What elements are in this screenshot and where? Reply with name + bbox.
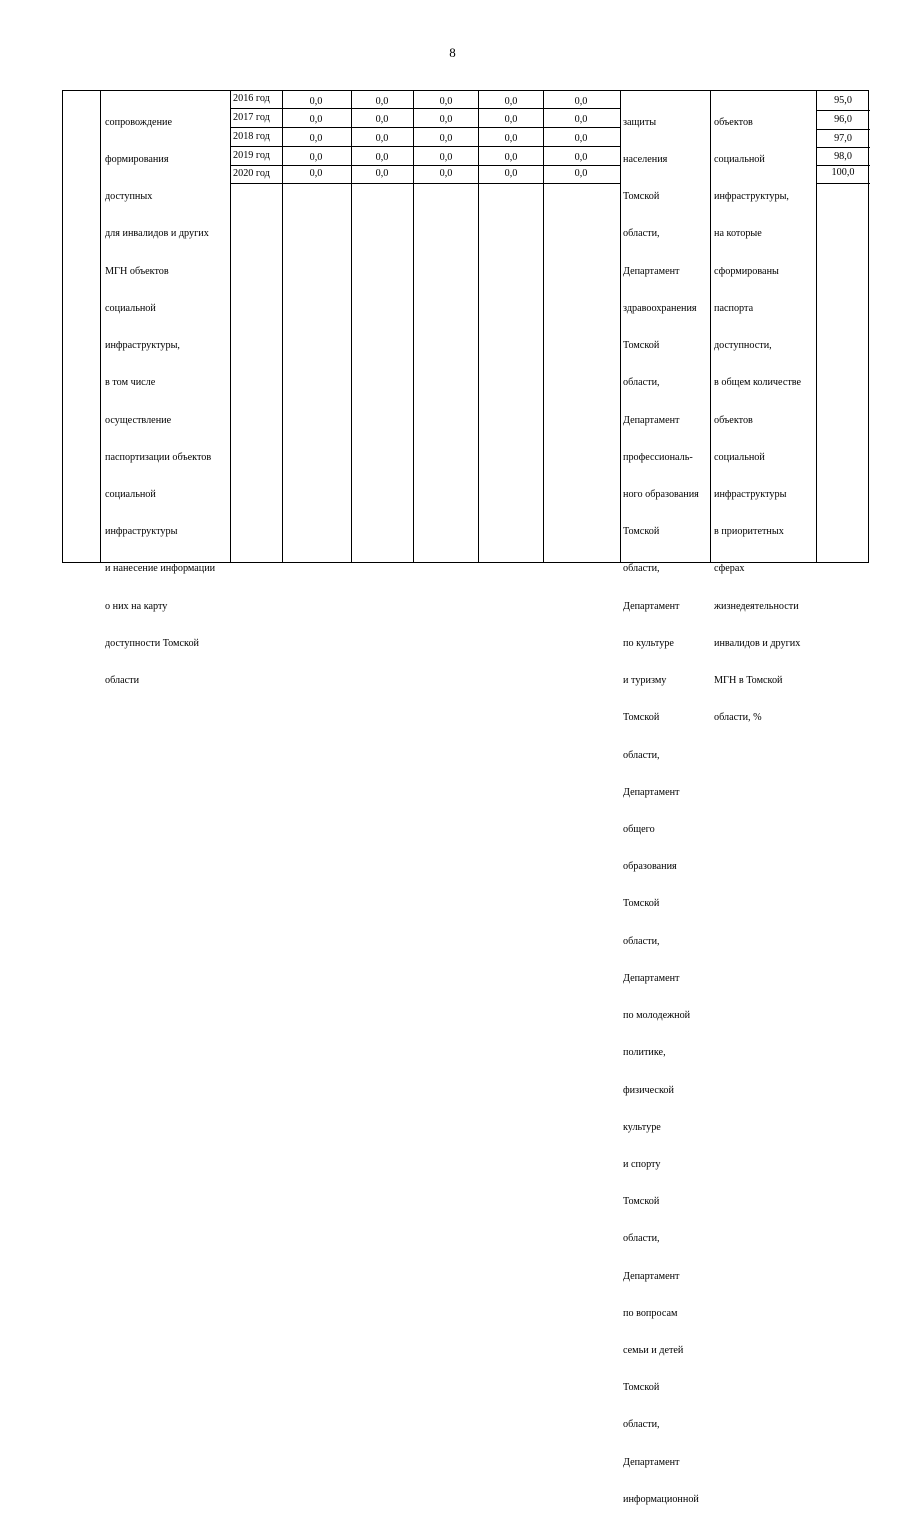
- value-cell: 0,0: [309, 133, 323, 144]
- text-line: сформированы: [714, 265, 779, 277]
- text-line: Департамент: [623, 972, 680, 984]
- measure-description: [105, 92, 215, 712]
- row-border: [816, 129, 870, 130]
- row-border: [816, 183, 870, 184]
- text-line: области,: [623, 749, 660, 761]
- text-line: Департамент: [623, 600, 680, 612]
- text-line: в общем количестве: [714, 377, 802, 389]
- text-line: МГН в Томской: [714, 675, 783, 687]
- text-line: образования: [623, 861, 677, 873]
- indicator-value: 95,0: [834, 95, 852, 106]
- value-cell: 0,0: [309, 114, 323, 125]
- year-label: 2019 год: [233, 150, 270, 161]
- text-line: доступных: [105, 191, 153, 203]
- text-line: объектов: [714, 116, 753, 128]
- text-line: и нанесение информации: [105, 563, 216, 575]
- text-line: и туризму: [623, 675, 667, 687]
- column-border: [413, 91, 414, 562]
- text-line: области,: [623, 563, 660, 575]
- column-border: [230, 91, 231, 562]
- text-line: общего: [623, 823, 655, 835]
- text-line: области,: [623, 1233, 660, 1245]
- text-line: социальной: [105, 302, 156, 314]
- text-line: здравоохранения: [623, 302, 697, 314]
- text-line: политике,: [623, 1047, 666, 1059]
- value-cell: 0,0: [574, 133, 588, 144]
- value-cell: 0,0: [439, 168, 453, 179]
- text-line: инфраструктуры: [714, 489, 787, 500]
- text-line: в приоритетных: [714, 526, 784, 538]
- column-border: [282, 91, 283, 562]
- text-line: ного образования: [623, 489, 699, 500]
- indicator-value: 100,0: [831, 167, 855, 178]
- value-cell: 0,0: [309, 96, 323, 107]
- program-table: [62, 90, 869, 1505]
- indicator-value: 96,0: [834, 114, 852, 125]
- row-border: [816, 147, 870, 148]
- text-line: области,: [623, 1419, 660, 1431]
- text-line: для инвалидов и других: [105, 228, 209, 240]
- value-cell: 0,0: [309, 168, 323, 179]
- value-cell: 0,0: [574, 168, 588, 179]
- value-cell: 0,0: [574, 96, 588, 107]
- text-line: паспорта: [714, 302, 754, 314]
- indicator-value: 97,0: [834, 133, 852, 144]
- text-line: социальной: [714, 154, 765, 166]
- text-line: инфраструктуры,: [714, 191, 789, 203]
- text-line: сферах: [714, 563, 745, 575]
- column-border: [351, 91, 352, 562]
- text-line: Томской: [623, 1382, 660, 1394]
- text-line: объектов: [714, 414, 753, 426]
- text-line: области: [105, 675, 140, 687]
- text-line: и спорту: [623, 1158, 661, 1170]
- row-border: [230, 146, 620, 147]
- text-line: Департамент: [623, 786, 680, 798]
- text-line: МГН объектов: [105, 265, 169, 277]
- text-line: защиты: [623, 116, 657, 128]
- column-border: [543, 91, 544, 562]
- value-cell: 0,0: [375, 168, 389, 179]
- text-line: инфраструктуры,: [105, 340, 180, 352]
- indicator-value: 98,0: [834, 151, 852, 162]
- text-line: физической: [623, 1084, 674, 1096]
- text-line: доступности,: [714, 340, 772, 352]
- text-line: Томской: [623, 898, 660, 910]
- text-line: по вопросам: [623, 1307, 678, 1319]
- text-line: населения: [623, 154, 668, 166]
- text-line: Томской: [623, 526, 660, 538]
- page-number: 8: [449, 45, 456, 60]
- value-cell: 0,0: [375, 133, 389, 144]
- row-border: [816, 165, 870, 166]
- value-cell: 0,0: [439, 133, 453, 144]
- value-cell: 0,0: [504, 114, 518, 125]
- text-line: области,: [623, 228, 660, 240]
- value-cell: 0,0: [375, 114, 389, 125]
- column-border: [478, 91, 479, 562]
- value-cell: 0,0: [504, 96, 518, 107]
- year-label: 2017 год: [233, 112, 270, 123]
- value-cell: 0,0: [574, 114, 588, 125]
- column-border: [100, 91, 101, 562]
- value-cell: 0,0: [504, 152, 518, 163]
- row-border: [230, 108, 620, 109]
- value-cell: 0,0: [439, 96, 453, 107]
- text-line: о них на карту: [105, 600, 168, 612]
- column-border: [620, 91, 621, 562]
- year-label: 2016 год: [233, 93, 270, 104]
- text-line: Департамент: [623, 1270, 680, 1282]
- text-line: семьи и детей: [623, 1345, 684, 1357]
- text-line: культуре: [623, 1121, 661, 1133]
- value-cell: 0,0: [375, 152, 389, 163]
- text-line: осуществление: [105, 414, 172, 426]
- text-line: инвалидов и других: [714, 637, 801, 649]
- year-label: 2018 год: [233, 131, 270, 142]
- text-line: информационной: [623, 1493, 699, 1505]
- value-cell: 0,0: [504, 168, 518, 179]
- row-border: [230, 165, 620, 166]
- text-line: области,: [623, 935, 660, 947]
- text-line: социальной: [714, 451, 765, 463]
- text-line: социальной: [105, 489, 156, 500]
- text-line: Департамент: [623, 414, 680, 426]
- value-cell: 0,0: [439, 114, 453, 125]
- text-line: жизнедеятельности: [714, 600, 799, 612]
- row-border: [816, 110, 870, 111]
- text-line: Департамент: [623, 1456, 680, 1468]
- text-line: на которые: [714, 228, 762, 240]
- text-line: Томской: [623, 191, 660, 203]
- row-border: [230, 183, 620, 184]
- text-line: области,: [623, 377, 660, 389]
- value-cell: 0,0: [309, 152, 323, 163]
- text-line: инфраструктуры: [105, 526, 178, 538]
- text-line: Томской: [623, 340, 660, 352]
- year-label: 2020 год: [233, 168, 270, 179]
- text-line: Томской: [623, 712, 660, 724]
- value-cell: 0,0: [439, 152, 453, 163]
- row-border: [230, 127, 620, 128]
- value-cell: 0,0: [375, 96, 389, 107]
- value-cell: 0,0: [504, 133, 518, 144]
- value-cell: 0,0: [574, 152, 588, 163]
- text-line: формирования: [105, 154, 169, 166]
- text-line: сопровождение: [105, 116, 173, 128]
- text-line: доступности Томской: [105, 637, 199, 649]
- text-line: по культуре: [623, 637, 674, 649]
- text-line: паспортизации объектов: [105, 451, 212, 463]
- text-line: области, %: [714, 712, 762, 724]
- executors-cell: [623, 92, 699, 1531]
- text-line: Департамент: [623, 265, 680, 277]
- indicator-name-cell: [714, 92, 801, 750]
- column-border: [816, 91, 817, 562]
- text-line: профессиональ-: [623, 451, 693, 463]
- text-line: Томской: [623, 1196, 660, 1208]
- text-line: в том числе: [105, 377, 156, 389]
- column-border: [710, 91, 711, 562]
- text-line: по молодежной: [623, 1010, 691, 1022]
